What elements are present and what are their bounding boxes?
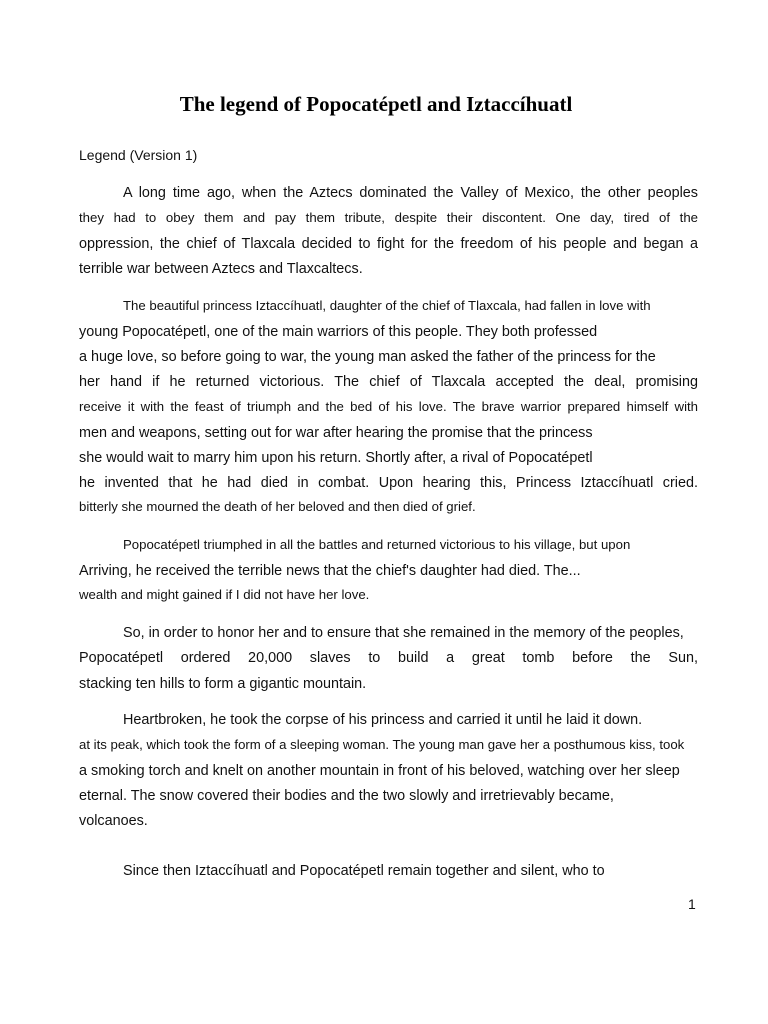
text-line: stacking ten hills to form a gigantic mountain. bbox=[79, 676, 367, 692]
text-line: terrible war between Aztecs and Tlaxcaltecs. bbox=[79, 261, 363, 277]
text-line: young Popocatépetl, one of the main warriors of this people. They both professed bbox=[79, 324, 598, 340]
text-line: Heartbroken, he took the corpse of his princess and carried it until he laid it down. bbox=[123, 712, 643, 728]
text-line: her hand if he returned victorious. The chief of Tlaxcala accepted the deal, promising bbox=[79, 374, 698, 390]
text-line: Arriving, he received the terrible news that the chief's daughter had died. The... bbox=[79, 563, 581, 579]
document-title: The legend of Popocatépetl and Iztaccíhuatl bbox=[179, 92, 573, 116]
text-line: wealth and might gained if I did not have her love. bbox=[79, 587, 370, 602]
text-line: men and weapons, setting out for war after hearing the promise that the princess bbox=[79, 425, 593, 441]
text-line: a huge love, so before going to war, the young man asked the father of the princess for the bbox=[79, 349, 656, 365]
text-line: she would wait to marry him upon his return. Shortly after, a rival of Popocatépetl bbox=[79, 450, 593, 466]
document-subtitle: Legend (Version 1) bbox=[79, 147, 198, 163]
text-line: receive it with the feast of triumph and the bed of his love. The brave warrior prepared himself with bbox=[79, 399, 698, 414]
text-line: at its peak, which took the form of a sleeping woman. The young man gave her a posthumous kiss, took bbox=[79, 737, 685, 752]
text-line: he invented that he had died in combat. Upon hearing this, Princess Iztaccíhuatl cried. bbox=[79, 475, 698, 491]
text-line: eternal. The snow covered their bodies and the two slowly and irretrievably became, bbox=[79, 788, 614, 804]
text-line: So, in order to honor her and to ensure that she remained in the memory of the peoples, bbox=[123, 625, 684, 641]
text-line: oppression, the chief of Tlaxcala decided to fight for the freedom of his people and began a bbox=[79, 236, 698, 252]
text-line: The beautiful princess Iztaccíhuatl, daughter of the chief of Tlaxcala, had fallen in love with bbox=[123, 298, 651, 313]
text-line: a smoking torch and knelt on another mountain in front of his beloved, watching over her sleep bbox=[79, 763, 680, 779]
text-line: Popocatépetl triumphed in all the battles and returned victorious to his village, but upon bbox=[123, 537, 631, 552]
text-line: bitterly she mourned the death of her beloved and then died of grief. bbox=[79, 499, 476, 514]
page-number: 1 bbox=[688, 896, 696, 912]
text-line: Since then Iztaccíhuatl and Popocatépetl remain together and silent, who to bbox=[123, 863, 605, 879]
text-line: volcanoes. bbox=[79, 813, 148, 829]
text-line: A long time ago, when the Aztecs dominated the Valley of Mexico, the other peoples bbox=[123, 185, 698, 201]
text-line: Popocatépetl ordered 20,000 slaves to build a great tomb before the Sun, bbox=[79, 650, 698, 666]
text-line: they had to obey them and pay them tribute, despite their discontent. One day, tired of the bbox=[79, 210, 698, 225]
